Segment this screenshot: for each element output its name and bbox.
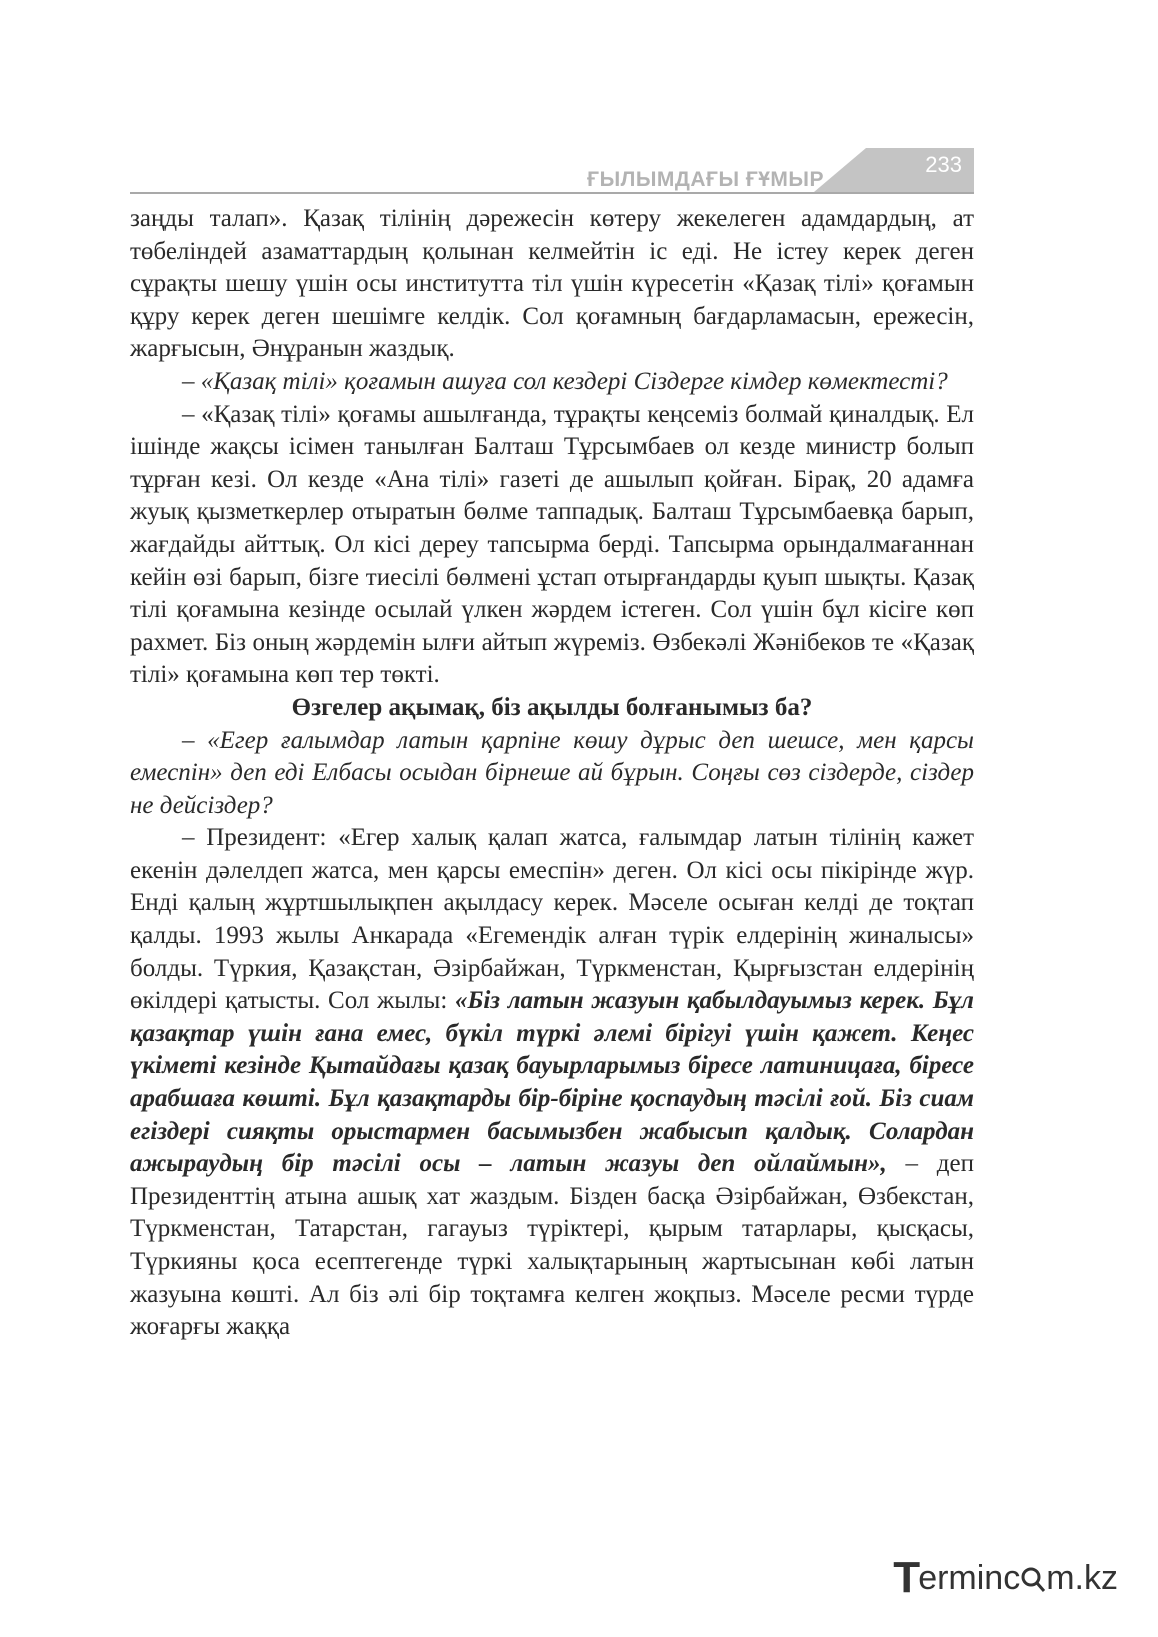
watermark-domain: m.kz [1046, 1558, 1118, 1597]
paragraph-1: заңды талап». Қазақ тілінің дәрежесін көтеру жекелеген адамдардың, ат төбеліндей азаматтардың қолынан келмейтін іс еді. Не істеу керек деген сұрақты шешу үшін осы институтта тіл үшін күресетін «Қазақ тілі» қоғамын құру керек деген шешімге келдік. Сол қоғамның бағдарламасын, ережесін, жарғысын, Әнұранын жаздық. [130, 205, 974, 363]
section-heading: Өзгелер ақымақ, біз ақылды болғанымыз ба? [291, 693, 813, 721]
open-letter-quote: «Біз латын жазуын қабылдауымыз керек. Бұл қазақтар үшін ғана емес, бүкіл түркі әлемі бірігуі үшін қажет. Кеңес үкіметі кезінде Қытайдағы қазақ бауырларымыз біресе латиницаға, біресе арабшаға көшті. Бұл қазақтарды бір-біріне қоспаудың тәсілі ғой. Біз сиам егіздері сияқты орыстармен басымызбен жабысып қалдық. Солардан ажыраудың бір тәсілі осы – латын жазуы деп ойлаймын», [130, 987, 974, 1178]
paragraph-3-end: – деп Президенттің атына ашық хат жаздым. Бізден басқа Әзірбайжан, Өзбекстан, Түркменстан, Татарстан, гагауыз түріктері, қырым татарлары, қысқасы, Түркияны қоса есептегенде түркі халықтарының жартысынан көбі латын жазуына көшті. Ал біз әлі бір тоқтамға келген жоқпыз. Мәселе ресми түрде жоғарғы жаққа [130, 1150, 974, 1341]
page-number-tab [814, 148, 974, 192]
paragraph-2: – «Қазақ тілі» қоғамы ашылғанда, тұрақты кеңсеміз болмай қиналдық. Ел ішінде жақсы ісімен танылған Балташ Тұрсымбаев ол кезде министр болып тұрған кезі. Ол кезде «Ана тілі» газеті де ашылып қойған. Бірақ, 20 адамға жуық қызметкерлер отыратын бөлме таппадық. Балташ Тұрсымбаевқа барып, жағдайды айттық. Ол кісі дереу тапсырма берді. Тапсырма орындалмағаннан кейін өзі барып, бізге тиесілі бөлмені ұстап отырғандарды қуып шықты. Қазақ тілі қоғамына кезінде осылай үлкен жәрдем істеген. Сол үшін бұл кісіге көп рахмет. Біз оның жәрдемін ылғи айтып жүреміз. Өзбекәлі Жәнібеков те «Қазақ тілі» қоғамына көп тер төкті. [130, 400, 974, 689]
watermark-text: erminc [918, 1558, 1021, 1597]
question-2: – «Егер ғалымдар латын қарпіне көшу дұрыс деп шешсе, мен қарсы емеспін» деп еді Елбасы осыдан бірнеше ай бұрын. Соңғы сөз сіздерде, сіздер не дейсіздер? [130, 726, 974, 819]
header-rule [130, 192, 974, 194]
paragraph-3 [130, 822, 974, 1344]
page-number: 233 [925, 152, 962, 177]
magnifier-icon [1020, 1563, 1046, 1593]
paragraph-3-start: – Президент: «Егер халық қалап жатса, ғалымдар латын тілінің кажет екенін дәлелдеп жатса, мен қарсы емеспін» деген. Ол кісі осы пікірінде жүр. Енді қалың жұртшылықпен ақылдасу керек. Мәселе осыған келді де тоқтап қалды. 1993 жылы Анкарада «Егемендік алған түрік елдерінің жиналысы» болды. Түркия, Қазақстан, Әзірбайжан, Түркменстан, Қырғызстан елдерінің өкілдері қатысты. Сол жылы: [130, 824, 974, 1015]
site-watermark [893, 1553, 1118, 1603]
question-1: – «Қазақ тілі» қоғамын ашуға сол кездері Сіздерге кімдер көмектесті? [182, 367, 948, 395]
running-header [130, 146, 974, 194]
running-title: ҒЫЛЫМДАҒЫ ҒҰМЫР [587, 168, 824, 191]
watermark-t: T [893, 1553, 921, 1602]
page-body [130, 203, 974, 1344]
